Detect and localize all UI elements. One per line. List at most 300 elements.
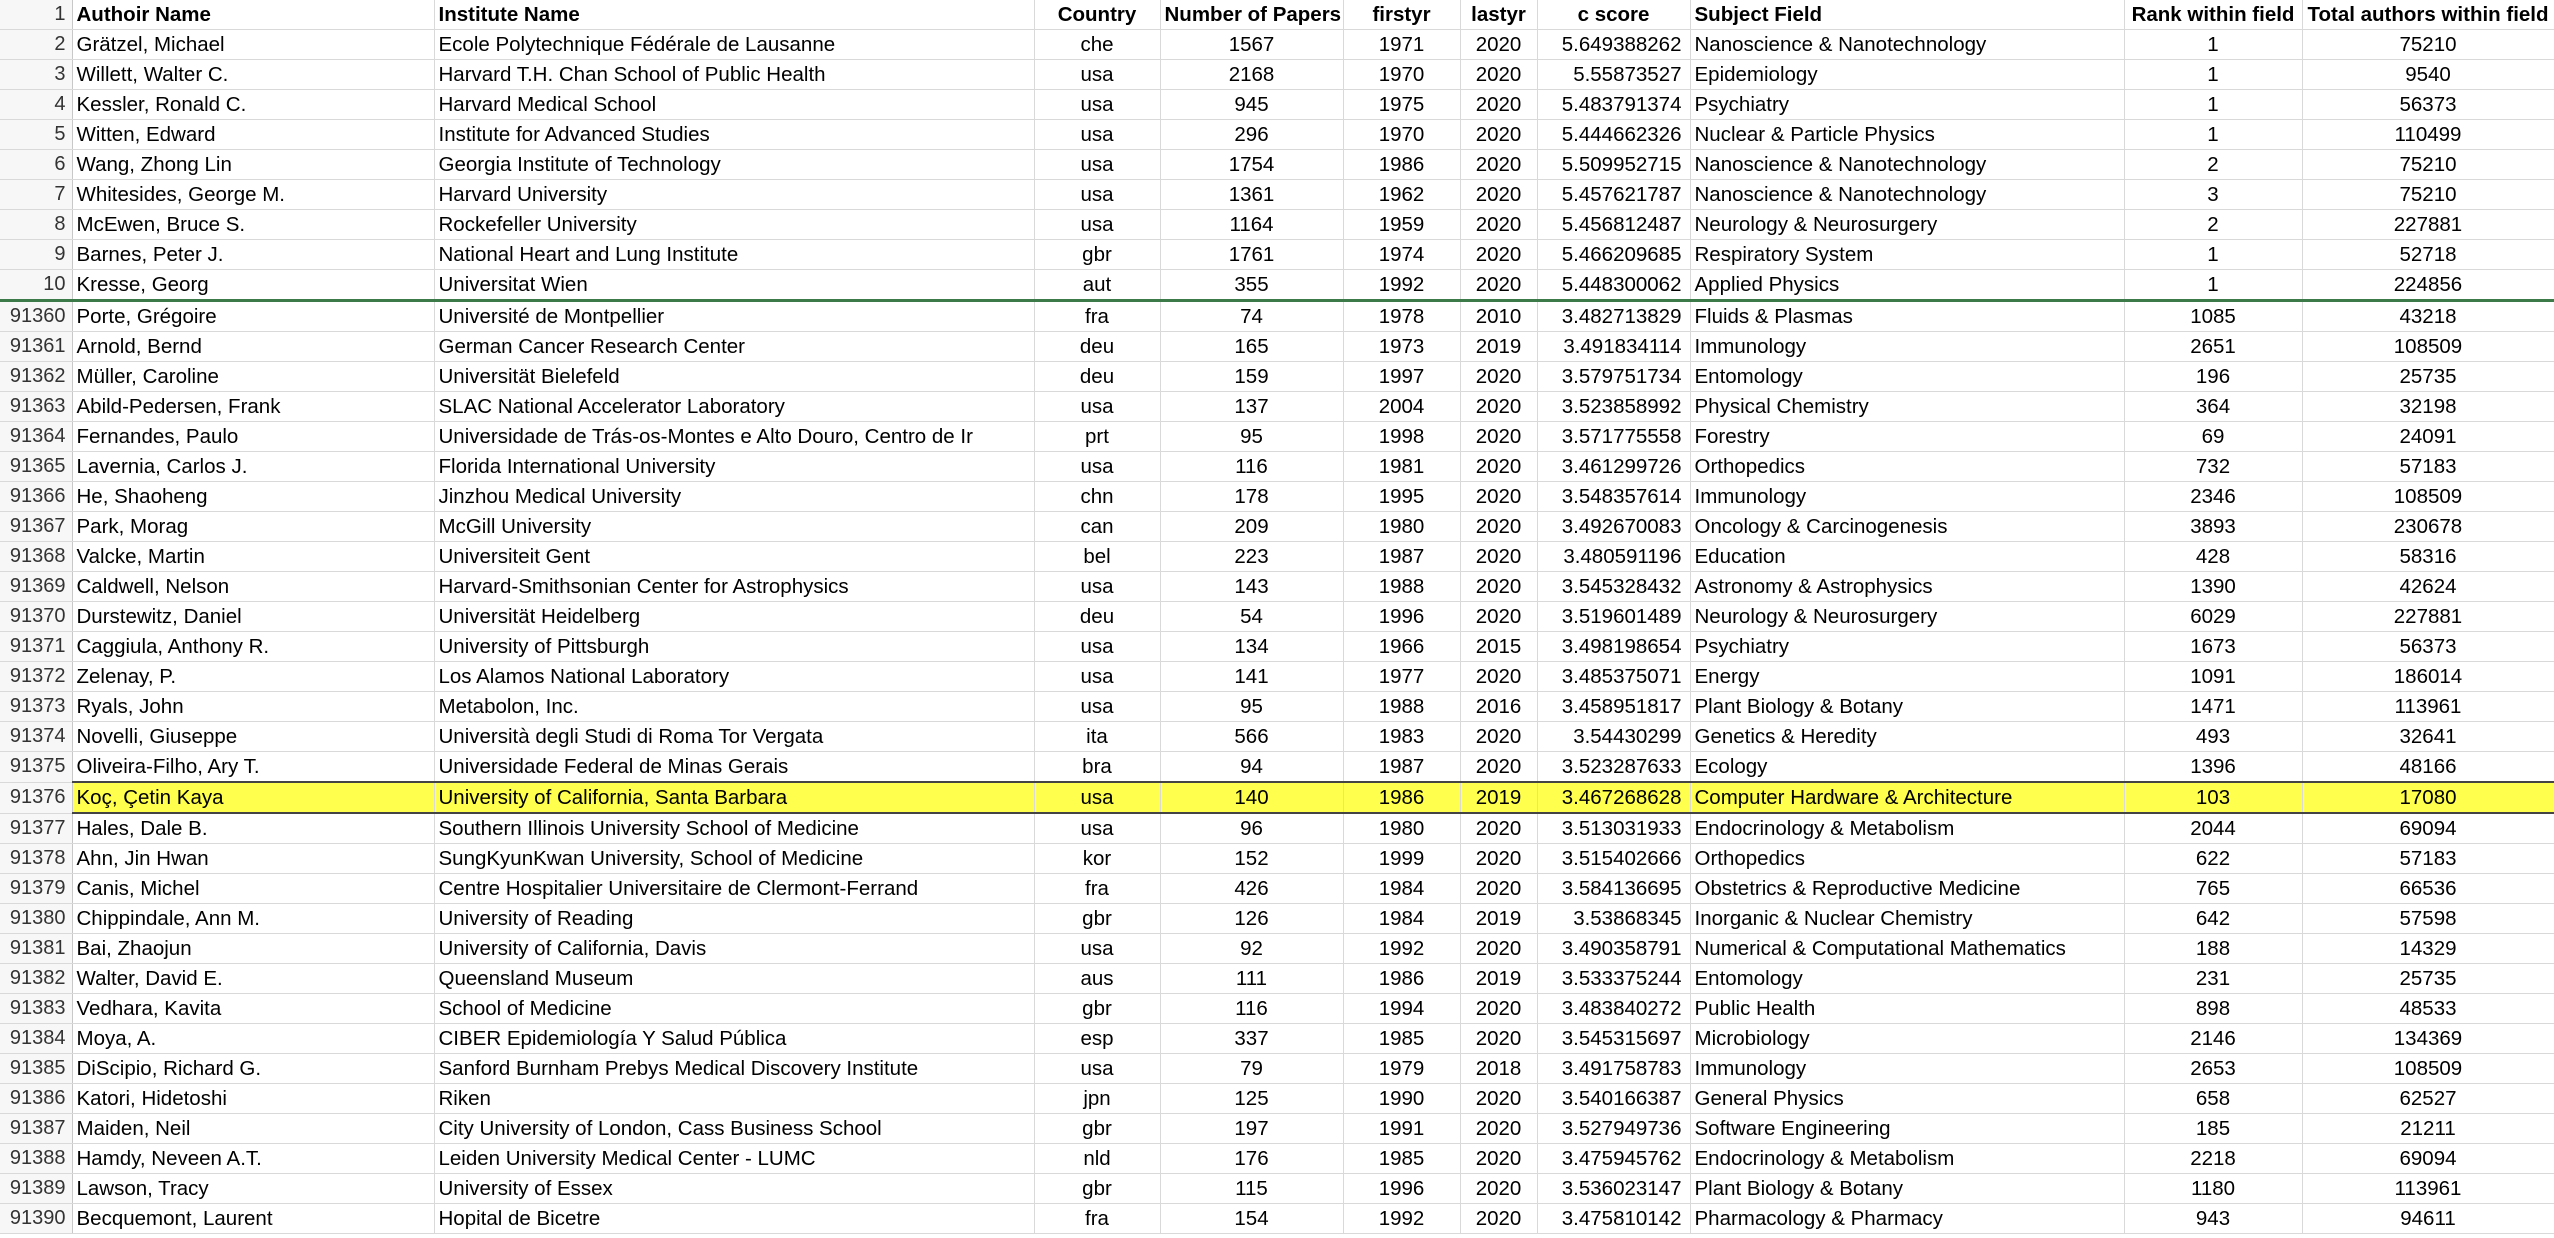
cell-lastyr[interactable]: 2019	[1460, 332, 1537, 362]
cell-institute[interactable]: Centre Hospitalier Universitaire de Clermont-Ferrand	[434, 874, 1034, 904]
row-number[interactable]: 91386	[0, 1084, 72, 1114]
row-number[interactable]: 91389	[0, 1174, 72, 1204]
row-number[interactable]: 91385	[0, 1054, 72, 1084]
cell-author[interactable]: Hamdy, Neveen A.T.	[72, 1144, 434, 1174]
cell-firstyr[interactable]: 1980	[1343, 512, 1460, 542]
cell-rank[interactable]: 185	[2124, 1114, 2302, 1144]
cell-institute[interactable]: Sanford Burnham Prebys Medical Discovery Institute	[434, 1054, 1034, 1084]
cell-rank[interactable]: 765	[2124, 874, 2302, 904]
cell-lastyr[interactable]: 2018	[1460, 1054, 1537, 1084]
cell-rank[interactable]: 3	[2124, 180, 2302, 210]
cell-country[interactable]: deu	[1034, 332, 1160, 362]
cell-firstyr[interactable]: 1981	[1343, 452, 1460, 482]
cell-papers[interactable]: 126	[1160, 904, 1343, 934]
cell-country[interactable]: usa	[1034, 572, 1160, 602]
row-number[interactable]: 2	[0, 30, 72, 60]
cell-lastyr[interactable]: 2020	[1460, 1174, 1537, 1204]
cell-institute[interactable]: Metabolon, Inc.	[434, 692, 1034, 722]
cell-papers[interactable]: 141	[1160, 662, 1343, 692]
cell-papers[interactable]: 95	[1160, 422, 1343, 452]
cell-cscore[interactable]: 3.461299726	[1537, 452, 1690, 482]
cell-country[interactable]: jpn	[1034, 1084, 1160, 1114]
cell-total[interactable]: 14329	[2302, 934, 2554, 964]
cell-lastyr[interactable]: 2020	[1460, 752, 1537, 783]
cell-firstyr[interactable]: 1966	[1343, 632, 1460, 662]
cell-country[interactable]: bra	[1034, 752, 1160, 783]
cell-total[interactable]: 75210	[2302, 30, 2554, 60]
cell-firstyr[interactable]: 1986	[1343, 782, 1460, 813]
row-number[interactable]: 6	[0, 150, 72, 180]
cell-rank[interactable]: 1180	[2124, 1174, 2302, 1204]
cell-country[interactable]: usa	[1034, 692, 1160, 722]
cell-lastyr[interactable]: 2020	[1460, 150, 1537, 180]
cell-rank[interactable]: 1471	[2124, 692, 2302, 722]
cell-author[interactable]: Witten, Edward	[72, 120, 434, 150]
cell-cscore[interactable]: 3.519601489	[1537, 602, 1690, 632]
cell-total[interactable]: 66536	[2302, 874, 2554, 904]
cell-cscore[interactable]: 3.475810142	[1537, 1204, 1690, 1234]
cell-papers[interactable]: 74	[1160, 301, 1343, 332]
cell-firstyr[interactable]: 1994	[1343, 994, 1460, 1024]
cell-country[interactable]: bel	[1034, 542, 1160, 572]
cell-cscore[interactable]: 3.540166387	[1537, 1084, 1690, 1114]
cell-cscore[interactable]: 5.55873527	[1537, 60, 1690, 90]
cell-country[interactable]: chn	[1034, 482, 1160, 512]
cell-field[interactable]: Computer Hardware & Architecture	[1690, 782, 2124, 813]
cell-institute[interactable]: University of Pittsburgh	[434, 632, 1034, 662]
cell-author[interactable]: Arnold, Bernd	[72, 332, 434, 362]
cell-field[interactable]: Neurology & Neurosurgery	[1690, 602, 2124, 632]
cell-firstyr[interactable]: 1971	[1343, 30, 1460, 60]
cell-field[interactable]: Orthopedics	[1690, 844, 2124, 874]
cell-total[interactable]: 57598	[2302, 904, 2554, 934]
cell-papers[interactable]: 94	[1160, 752, 1343, 783]
header-papers[interactable]: Number of Papers	[1160, 0, 1343, 30]
cell-country[interactable]: usa	[1034, 90, 1160, 120]
cell-field[interactable]: Entomology	[1690, 362, 2124, 392]
cell-total[interactable]: 108509	[2302, 482, 2554, 512]
cell-papers[interactable]: 115	[1160, 1174, 1343, 1204]
cell-field[interactable]: Nanoscience & Nanotechnology	[1690, 180, 2124, 210]
cell-field[interactable]: Oncology & Carcinogenesis	[1690, 512, 2124, 542]
row-number[interactable]: 91387	[0, 1114, 72, 1144]
row-number[interactable]: 91366	[0, 482, 72, 512]
cell-papers[interactable]: 355	[1160, 270, 1343, 301]
cell-country[interactable]: usa	[1034, 934, 1160, 964]
cell-field[interactable]: Nuclear & Particle Physics	[1690, 120, 2124, 150]
cell-institute[interactable]: SungKyunKwan University, School of Medicine	[434, 844, 1034, 874]
cell-rank[interactable]: 196	[2124, 362, 2302, 392]
cell-country[interactable]: usa	[1034, 120, 1160, 150]
cell-cscore[interactable]: 3.533375244	[1537, 964, 1690, 994]
cell-papers[interactable]: 152	[1160, 844, 1343, 874]
cell-lastyr[interactable]: 2019	[1460, 904, 1537, 934]
cell-lastyr[interactable]: 2020	[1460, 722, 1537, 752]
cell-lastyr[interactable]: 2020	[1460, 60, 1537, 90]
cell-total[interactable]: 94611	[2302, 1204, 2554, 1234]
cell-author[interactable]: Lavernia, Carlos J.	[72, 452, 434, 482]
cell-author[interactable]: Abild-Pedersen, Frank	[72, 392, 434, 422]
cell-total[interactable]: 17080	[2302, 782, 2554, 813]
cell-firstyr[interactable]: 1988	[1343, 692, 1460, 722]
cell-cscore[interactable]: 3.513031933	[1537, 813, 1690, 844]
row-number[interactable]: 91364	[0, 422, 72, 452]
cell-rank[interactable]: 658	[2124, 1084, 2302, 1114]
cell-rank[interactable]: 2346	[2124, 482, 2302, 512]
cell-country[interactable]: kor	[1034, 844, 1160, 874]
cell-field[interactable]: Energy	[1690, 662, 2124, 692]
cell-total[interactable]: 9540	[2302, 60, 2554, 90]
cell-papers[interactable]: 95	[1160, 692, 1343, 722]
cell-lastyr[interactable]: 2020	[1460, 844, 1537, 874]
cell-lastyr[interactable]: 2020	[1460, 210, 1537, 240]
cell-institute[interactable]: Harvard T.H. Chan School of Public Health	[434, 60, 1034, 90]
cell-firstyr[interactable]: 1959	[1343, 210, 1460, 240]
cell-firstyr[interactable]: 1984	[1343, 874, 1460, 904]
cell-field[interactable]: Fluids & Plasmas	[1690, 301, 2124, 332]
cell-rank[interactable]: 1091	[2124, 662, 2302, 692]
row-number[interactable]: 91384	[0, 1024, 72, 1054]
cell-cscore[interactable]: 3.527949736	[1537, 1114, 1690, 1144]
cell-cscore[interactable]: 5.444662326	[1537, 120, 1690, 150]
row-number[interactable]: 91372	[0, 662, 72, 692]
cell-cscore[interactable]: 5.466209685	[1537, 240, 1690, 270]
cell-country[interactable]: che	[1034, 30, 1160, 60]
cell-firstyr[interactable]: 1984	[1343, 904, 1460, 934]
cell-country[interactable]: prt	[1034, 422, 1160, 452]
cell-country[interactable]: usa	[1034, 60, 1160, 90]
cell-lastyr[interactable]: 2020	[1460, 362, 1537, 392]
cell-lastyr[interactable]: 2020	[1460, 422, 1537, 452]
cell-author[interactable]: Whitesides, George M.	[72, 180, 434, 210]
cell-lastyr[interactable]: 2015	[1460, 632, 1537, 662]
cell-lastyr[interactable]: 2020	[1460, 30, 1537, 60]
cell-institute[interactable]: Harvard Medical School	[434, 90, 1034, 120]
cell-author[interactable]: Kessler, Ronald C.	[72, 90, 434, 120]
cell-field[interactable]: Pharmacology & Pharmacy	[1690, 1204, 2124, 1234]
cell-total[interactable]: 32641	[2302, 722, 2554, 752]
cell-field[interactable]: Plant Biology & Botany	[1690, 1174, 2124, 1204]
cell-firstyr[interactable]: 1990	[1343, 1084, 1460, 1114]
cell-firstyr[interactable]: 2004	[1343, 392, 1460, 422]
cell-total[interactable]: 113961	[2302, 1174, 2554, 1204]
cell-firstyr[interactable]: 1978	[1343, 301, 1460, 332]
cell-firstyr[interactable]: 1985	[1343, 1144, 1460, 1174]
cell-firstyr[interactable]: 1962	[1343, 180, 1460, 210]
cell-rank[interactable]: 493	[2124, 722, 2302, 752]
cell-institute[interactable]: Harvard-Smithsonian Center for Astrophysics	[434, 572, 1034, 602]
cell-country[interactable]: esp	[1034, 1024, 1160, 1054]
cell-field[interactable]: Ecology	[1690, 752, 2124, 783]
cell-cscore[interactable]: 3.483840272	[1537, 994, 1690, 1024]
cell-country[interactable]: gbr	[1034, 1174, 1160, 1204]
cell-rank[interactable]: 1673	[2124, 632, 2302, 662]
cell-country[interactable]: gbr	[1034, 240, 1160, 270]
cell-papers[interactable]: 116	[1160, 452, 1343, 482]
cell-institute[interactable]: University of California, Davis	[434, 934, 1034, 964]
cell-total[interactable]: 108509	[2302, 332, 2554, 362]
cell-rank[interactable]: 2653	[2124, 1054, 2302, 1084]
cell-author[interactable]: Zelenay, P.	[72, 662, 434, 692]
cell-cscore[interactable]: 3.467268628	[1537, 782, 1690, 813]
cell-country[interactable]: aus	[1034, 964, 1160, 994]
cell-cscore[interactable]: 3.490358791	[1537, 934, 1690, 964]
cell-author[interactable]: Oliveira-Filho, Ary T.	[72, 752, 434, 783]
cell-author[interactable]: Hales, Dale B.	[72, 813, 434, 844]
cell-total[interactable]: 43218	[2302, 301, 2554, 332]
row-number[interactable]: 91375	[0, 752, 72, 783]
cell-field[interactable]: Public Health	[1690, 994, 2124, 1024]
cell-field[interactable]: Psychiatry	[1690, 632, 2124, 662]
cell-field[interactable]: Applied Physics	[1690, 270, 2124, 301]
cell-author[interactable]: Willett, Walter C.	[72, 60, 434, 90]
cell-cscore[interactable]: 3.482713829	[1537, 301, 1690, 332]
cell-rank[interactable]: 1085	[2124, 301, 2302, 332]
cell-total[interactable]: 69094	[2302, 1144, 2554, 1174]
cell-firstyr[interactable]: 1977	[1343, 662, 1460, 692]
cell-lastyr[interactable]: 2016	[1460, 692, 1537, 722]
cell-total[interactable]: 227881	[2302, 602, 2554, 632]
cell-institute[interactable]: Riken	[434, 1084, 1034, 1114]
row-number[interactable]: 91365	[0, 452, 72, 482]
cell-papers[interactable]: 426	[1160, 874, 1343, 904]
row-number[interactable]: 91374	[0, 722, 72, 752]
cell-rank[interactable]: 732	[2124, 452, 2302, 482]
cell-cscore[interactable]: 3.571775558	[1537, 422, 1690, 452]
cell-firstyr[interactable]: 1999	[1343, 844, 1460, 874]
cell-lastyr[interactable]: 2020	[1460, 572, 1537, 602]
cell-field[interactable]: Respiratory System	[1690, 240, 2124, 270]
row-number[interactable]: 1	[0, 0, 72, 30]
cell-country[interactable]: usa	[1034, 1054, 1160, 1084]
cell-country[interactable]: usa	[1034, 392, 1160, 422]
cell-firstyr[interactable]: 1998	[1343, 422, 1460, 452]
cell-rank[interactable]: 1	[2124, 120, 2302, 150]
cell-author[interactable]: Canis, Michel	[72, 874, 434, 904]
cell-author[interactable]: McEwen, Bruce S.	[72, 210, 434, 240]
cell-cscore[interactable]: 3.491834114	[1537, 332, 1690, 362]
cell-institute[interactable]: Los Alamos National Laboratory	[434, 662, 1034, 692]
cell-field[interactable]: Epidemiology	[1690, 60, 2124, 90]
cell-firstyr[interactable]: 1988	[1343, 572, 1460, 602]
cell-cscore[interactable]: 5.456812487	[1537, 210, 1690, 240]
cell-institute[interactable]: Rockefeller University	[434, 210, 1034, 240]
cell-field[interactable]: Endocrinology & Metabolism	[1690, 1144, 2124, 1174]
cell-total[interactable]: 69094	[2302, 813, 2554, 844]
cell-papers[interactable]: 1361	[1160, 180, 1343, 210]
header-field[interactable]: Subject Field	[1690, 0, 2124, 30]
cell-country[interactable]: usa	[1034, 180, 1160, 210]
cell-author[interactable]: Maiden, Neil	[72, 1114, 434, 1144]
cell-rank[interactable]: 1	[2124, 270, 2302, 301]
cell-rank[interactable]: 2044	[2124, 813, 2302, 844]
cell-author[interactable]: Park, Morag	[72, 512, 434, 542]
cell-field[interactable]: Immunology	[1690, 332, 2124, 362]
row-number[interactable]: 91377	[0, 813, 72, 844]
cell-firstyr[interactable]: 1987	[1343, 542, 1460, 572]
cell-lastyr[interactable]: 2020	[1460, 1084, 1537, 1114]
cell-rank[interactable]: 3893	[2124, 512, 2302, 542]
cell-lastyr[interactable]: 2010	[1460, 301, 1537, 332]
cell-cscore[interactable]: 5.649388262	[1537, 30, 1690, 60]
cell-total[interactable]: 25735	[2302, 362, 2554, 392]
cell-field[interactable]: Psychiatry	[1690, 90, 2124, 120]
cell-rank[interactable]: 898	[2124, 994, 2302, 1024]
cell-field[interactable]: Entomology	[1690, 964, 2124, 994]
cell-author[interactable]: Barnes, Peter J.	[72, 240, 434, 270]
cell-lastyr[interactable]: 2019	[1460, 964, 1537, 994]
row-number[interactable]: 91363	[0, 392, 72, 422]
cell-firstyr[interactable]: 1992	[1343, 270, 1460, 301]
cell-papers[interactable]: 137	[1160, 392, 1343, 422]
cell-author[interactable]: Caggiula, Anthony R.	[72, 632, 434, 662]
row-number[interactable]: 91373	[0, 692, 72, 722]
cell-papers[interactable]: 945	[1160, 90, 1343, 120]
cell-papers[interactable]: 143	[1160, 572, 1343, 602]
cell-rank[interactable]: 69	[2124, 422, 2302, 452]
cell-author[interactable]: Ahn, Jin Hwan	[72, 844, 434, 874]
cell-field[interactable]: Education	[1690, 542, 2124, 572]
cell-lastyr[interactable]: 2020	[1460, 542, 1537, 572]
row-number[interactable]: 91390	[0, 1204, 72, 1234]
cell-papers[interactable]: 178	[1160, 482, 1343, 512]
cell-lastyr[interactable]: 2020	[1460, 452, 1537, 482]
header-total[interactable]: Total authors within field	[2302, 0, 2554, 30]
cell-author[interactable]: Novelli, Giuseppe	[72, 722, 434, 752]
header-lastyr[interactable]: lastyr	[1460, 0, 1537, 30]
cell-firstyr[interactable]: 1996	[1343, 1174, 1460, 1204]
cell-total[interactable]: 230678	[2302, 512, 2554, 542]
cell-author[interactable]: Müller, Caroline	[72, 362, 434, 392]
cell-firstyr[interactable]: 1974	[1343, 240, 1460, 270]
cell-total[interactable]: 62527	[2302, 1084, 2554, 1114]
cell-field[interactable]: Neurology & Neurosurgery	[1690, 210, 2124, 240]
row-number[interactable]: 10	[0, 270, 72, 301]
cell-field[interactable]: Immunology	[1690, 1054, 2124, 1084]
cell-cscore[interactable]: 3.545328432	[1537, 572, 1690, 602]
cell-papers[interactable]: 125	[1160, 1084, 1343, 1114]
cell-author[interactable]: Vedhara, Kavita	[72, 994, 434, 1024]
row-number[interactable]: 91368	[0, 542, 72, 572]
cell-rank[interactable]: 1390	[2124, 572, 2302, 602]
cell-papers[interactable]: 111	[1160, 964, 1343, 994]
cell-cscore[interactable]: 3.584136695	[1537, 874, 1690, 904]
cell-field[interactable]: Astronomy & Astrophysics	[1690, 572, 2124, 602]
row-number[interactable]: 91382	[0, 964, 72, 994]
cell-institute[interactable]: Universitat Wien	[434, 270, 1034, 301]
cell-papers[interactable]: 79	[1160, 1054, 1343, 1084]
cell-cscore[interactable]: 3.523287633	[1537, 752, 1690, 783]
cell-papers[interactable]: 116	[1160, 994, 1343, 1024]
cell-field[interactable]: Obstetrics & Reproductive Medicine	[1690, 874, 2124, 904]
cell-cscore[interactable]: 3.545315697	[1537, 1024, 1690, 1054]
cell-institute[interactable]: SLAC National Accelerator Laboratory	[434, 392, 1034, 422]
cell-papers[interactable]: 296	[1160, 120, 1343, 150]
cell-cscore[interactable]: 3.53868345	[1537, 904, 1690, 934]
cell-total[interactable]: 56373	[2302, 90, 2554, 120]
cell-total[interactable]: 32198	[2302, 392, 2554, 422]
cell-author[interactable]: He, Shaoheng	[72, 482, 434, 512]
cell-total[interactable]: 52718	[2302, 240, 2554, 270]
cell-total[interactable]: 224856	[2302, 270, 2554, 301]
cell-country[interactable]: nld	[1034, 1144, 1160, 1174]
cell-cscore[interactable]: 5.483791374	[1537, 90, 1690, 120]
cell-author[interactable]: Porte, Grégoire	[72, 301, 434, 332]
cell-cscore[interactable]: 3.54430299	[1537, 722, 1690, 752]
cell-lastyr[interactable]: 2020	[1460, 874, 1537, 904]
cell-author[interactable]: Ryals, John	[72, 692, 434, 722]
cell-firstyr[interactable]: 1985	[1343, 1024, 1460, 1054]
cell-rank[interactable]: 1	[2124, 60, 2302, 90]
row-number[interactable]: 7	[0, 180, 72, 210]
cell-firstyr[interactable]: 1983	[1343, 722, 1460, 752]
cell-institute[interactable]: Università degli Studi di Roma Tor Vergata	[434, 722, 1034, 752]
cell-total[interactable]: 57183	[2302, 452, 2554, 482]
cell-lastyr[interactable]: 2020	[1460, 120, 1537, 150]
cell-author[interactable]: Becquemont, Laurent	[72, 1204, 434, 1234]
cell-papers[interactable]: 159	[1160, 362, 1343, 392]
cell-total[interactable]: 110499	[2302, 120, 2554, 150]
cell-field[interactable]: Nanoscience & Nanotechnology	[1690, 150, 2124, 180]
cell-country[interactable]: usa	[1034, 210, 1160, 240]
cell-total[interactable]: 56373	[2302, 632, 2554, 662]
row-number[interactable]: 91388	[0, 1144, 72, 1174]
cell-papers[interactable]: 209	[1160, 512, 1343, 542]
cell-institute[interactable]: Southern Illinois University School of Medicine	[434, 813, 1034, 844]
cell-institute[interactable]: Universiteit Gent	[434, 542, 1034, 572]
cell-institute[interactable]: Hopital de Bicetre	[434, 1204, 1034, 1234]
cell-institute[interactable]: University of California, Santa Barbara	[434, 782, 1034, 813]
row-number[interactable]: 91370	[0, 602, 72, 632]
cell-institute[interactable]: Leiden University Medical Center - LUMC	[434, 1144, 1034, 1174]
cell-lastyr[interactable]: 2019	[1460, 782, 1537, 813]
cell-firstyr[interactable]: 1986	[1343, 964, 1460, 994]
cell-total[interactable]: 134369	[2302, 1024, 2554, 1054]
cell-cscore[interactable]: 3.579751734	[1537, 362, 1690, 392]
cell-field[interactable]: Endocrinology & Metabolism	[1690, 813, 2124, 844]
cell-institute[interactable]: City University of London, Cass Business School	[434, 1114, 1034, 1144]
cell-institute[interactable]: Ecole Polytechnique Fédérale de Lausanne	[434, 30, 1034, 60]
cell-rank[interactable]: 622	[2124, 844, 2302, 874]
cell-lastyr[interactable]: 2020	[1460, 934, 1537, 964]
cell-author[interactable]: Chippindale, Ann M.	[72, 904, 434, 934]
cell-lastyr[interactable]: 2020	[1460, 1114, 1537, 1144]
cell-institute[interactable]: School of Medicine	[434, 994, 1034, 1024]
row-number[interactable]: 91381	[0, 934, 72, 964]
cell-papers[interactable]: 2168	[1160, 60, 1343, 90]
cell-author[interactable]: Lawson, Tracy	[72, 1174, 434, 1204]
cell-cscore[interactable]: 3.485375071	[1537, 662, 1690, 692]
header-cscore[interactable]: c score	[1537, 0, 1690, 30]
cell-lastyr[interactable]: 2020	[1460, 813, 1537, 844]
cell-total[interactable]: 108509	[2302, 1054, 2554, 1084]
cell-author[interactable]: Kresse, Georg	[72, 270, 434, 301]
cell-institute[interactable]: Florida International University	[434, 452, 1034, 482]
cell-field[interactable]: Inorganic & Nuclear Chemistry	[1690, 904, 2124, 934]
cell-lastyr[interactable]: 2020	[1460, 602, 1537, 632]
cell-country[interactable]: usa	[1034, 150, 1160, 180]
cell-lastyr[interactable]: 2020	[1460, 90, 1537, 120]
row-number[interactable]: 91369	[0, 572, 72, 602]
cell-author[interactable]: Valcke, Martin	[72, 542, 434, 572]
cell-total[interactable]: 186014	[2302, 662, 2554, 692]
cell-rank[interactable]: 1	[2124, 90, 2302, 120]
cell-cscore[interactable]: 3.523858992	[1537, 392, 1690, 422]
cell-firstyr[interactable]: 1996	[1343, 602, 1460, 632]
cell-institute[interactable]: CIBER Epidemiología Y Salud Pública	[434, 1024, 1034, 1054]
cell-institute[interactable]: Jinzhou Medical University	[434, 482, 1034, 512]
cell-rank[interactable]: 188	[2124, 934, 2302, 964]
